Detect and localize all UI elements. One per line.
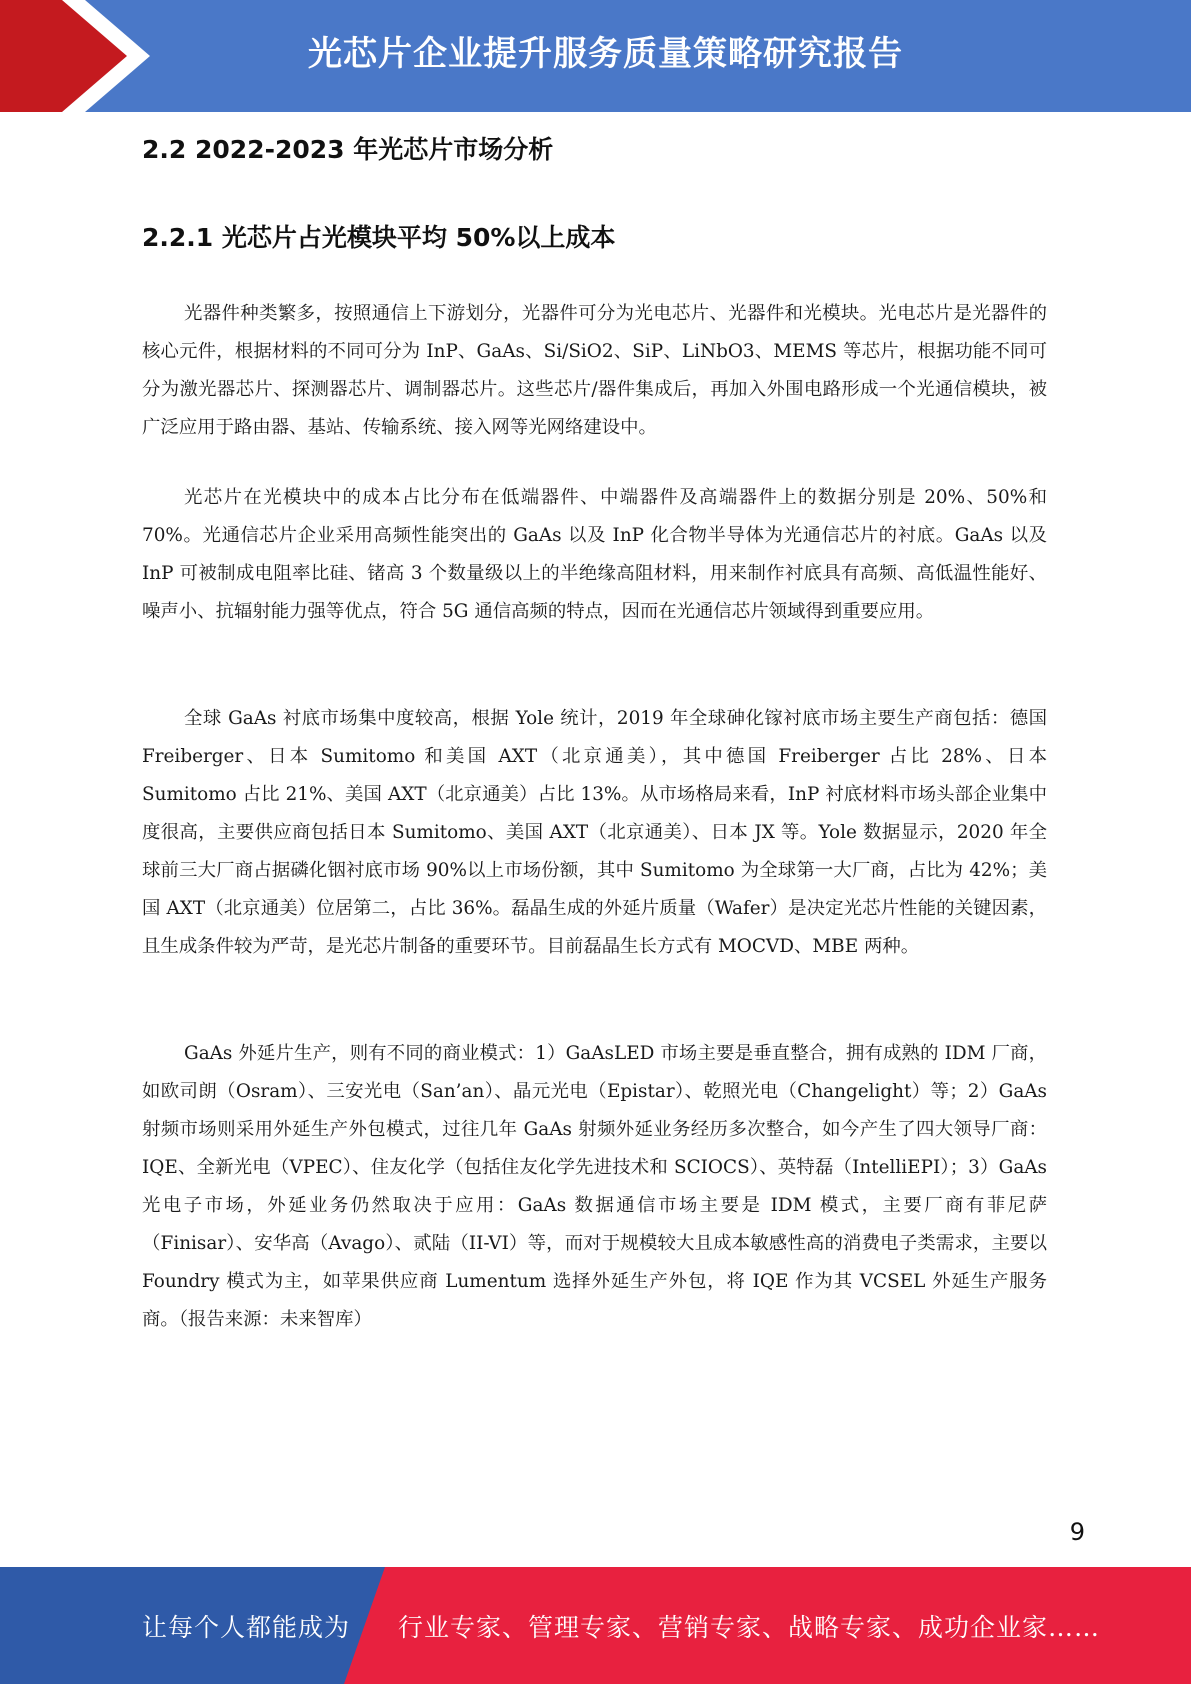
body-paragraph: 全球 GaAs 衬底市场集中度较高，根据 Yole 统计，2019 年全球砷化镓衬底市场主要生产商包括：德国 Freiberger、日本 Sumitomo 和美国 AXT（北京通美），其中德国 Freiberger 占比 28%、日本 Sumitomo 占比 21%、美国 AXT（北京通美）占比 13%。从市场格局来看，InP 衬底材料市场头部企业集中度很高，主要供应商包括日本 Sumitomo、美国 AXT（北京通美）、日本 JX 等。Yole 数据显示，2020 年全球前三大厂商占据磷化铟衬底市场 90%以上市场份额，其中 Sumitomo 为全球第一大厂商，占比为 42%；美国 AXT（北京通美）位居第二，占比 36%。磊晶生成的外延片质量（Wafer）是决定光芯片性能的关键因素，且生成条件较为严苛，是光芯片制备的重要环节。目前磊晶生长方式有 MOCVD、MBE 两种。 bbox=[142, 708, 1047, 957]
header-band bbox=[0, 0, 1191, 112]
footer-slogan-left: 让每个人都能成为 bbox=[142, 1612, 351, 1642]
document-title: 光芯片企业提升服务质量策略研究报告 bbox=[308, 33, 903, 74]
body-paragraph: 光芯片在光模块中的成本占比分布在低端器件、中端器件及高端器件上的数据分别是 20%、50%和 70%。光通信芯片企业采用高频性能突出的 GaAs 以及 InP 化合物半导体为光通信芯片的衬底。GaAs 以及 InP 可被制成电阻率比硅、锗高 3 个数量级以上的半绝缘高阻材料，用来制作衬底具有高频、高低温性能好、噪声小、抗辐射能力强等优点，符合 5G 通信高频的特点，因而在光通信芯片领域得到重要应用。 bbox=[142, 487, 1047, 622]
footer-slogan-right: 行业专家、管理专家、营销专家、战略专家、成功企业家…… bbox=[398, 1612, 1101, 1642]
section-heading: 2.2 2022-2023 年光芯片市场分析 bbox=[142, 135, 554, 164]
footer-band bbox=[0, 1567, 1191, 1684]
page-number: 9 bbox=[1069, 1518, 1085, 1546]
body-paragraph: GaAs 外延片生产，则有不同的商业模式：1）GaAsLED 市场主要是垂直整合，拥有成熟的 IDM 厂商，如欧司朗（Osram）、三安光电（San’an）、晶元光电（Epistar）、乾照光电（Changelight）等；2）GaAs 射频市场则采用外延生产外包模式，过往几年 GaAs 射频外延业务经历多次整合，如今产生了四大领导厂商：IQE、全新光电（VPEC）、住友化学（包括住友化学先进技术和 SCIOCS）、英特磊（IntelliEPI）；3）GaAs 光电子市场，外延业务仍然取决于应用：GaAs 数据通信市场主要是 IDM 模式，主要厂商有菲尼萨（Finisar）、安华高（Avago）、贰陆（II-VI）等，而对于规模较大且成本敏感性高的消费电子类需求，主要以 Foundry 模式为主，如苹果供应商 Lumentum 选择外延生产外包，将 IQE 作为其 VCSEL 外延生产服务商。（报告来源：未来智库） bbox=[142, 1043, 1047, 1330]
body-paragraph: 光器件种类繁多，按照通信上下游划分，光器件可分为光电芯片、光器件和光模块。光电芯片是光器件的核心元件，根据材料的不同可分为 InP、GaAs、Si/SiO2、SiP、LiNbO3、MEMS 等芯片，根据功能不同可分为激光器芯片、探测器芯片、调制器芯片。这些芯片/器件集成后，再加入外围电路形成一个光通信模块，被广泛应用于路由器、基站、传输系统、接入网等光网络建设中。 bbox=[142, 303, 1047, 438]
subsection-heading: 2.2.1 光芯片占光模块平均 50%以上成本 bbox=[142, 223, 616, 252]
